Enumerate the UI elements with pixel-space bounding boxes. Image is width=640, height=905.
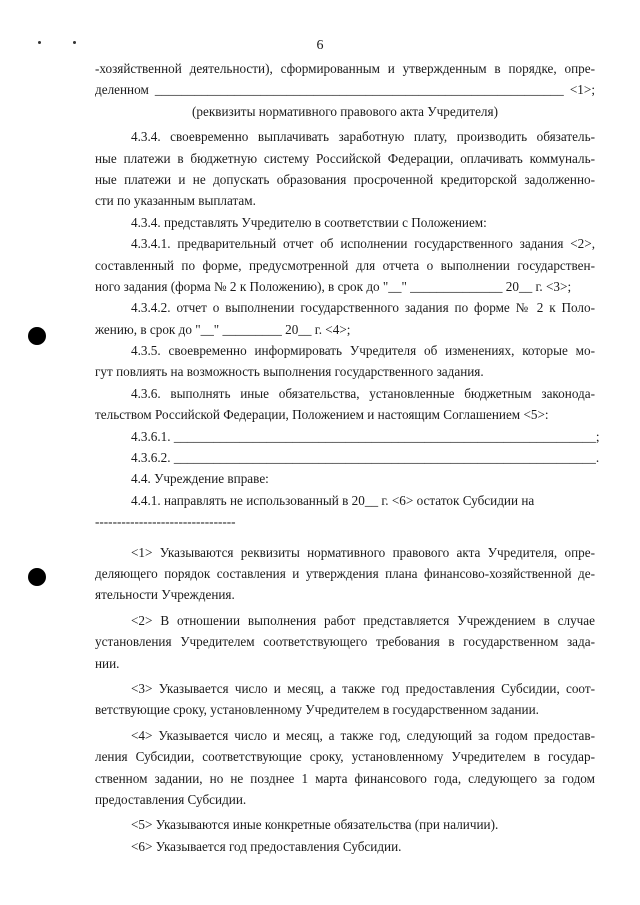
item-4-3-6-2: 4.3.6.2. ________________________________________________________________. [131, 450, 600, 466]
footnote-2: <2> В отношении выполнения работ представляется Учреждением в случае установления Учредителем соответствующего требования в государственном зада- нии. [95, 612, 595, 671]
punch-hole [28, 327, 46, 345]
text-line: -хозяйственной деятельности), сформированным и утвержденным в порядке, опре- [95, 61, 595, 76]
item-4-3-6: 4.3.6. выполнять иные обязательства, установленные бюджетным законода- тельством Российской Федерации, Положением и настоящим Соглашением <5>: [95, 385, 595, 423]
item-4-4-heading: 4.4. Учреждение вправе: [131, 471, 269, 487]
footnote-6: <6> Указывается год предоставления Субсидии. [131, 838, 402, 854]
page-number: 6 [316, 38, 324, 53]
item-4-3-6-1: 4.3.6.1. ________________________________________________________________; [131, 428, 600, 444]
item-4-3-4-2: 4.3.4.2. отчет о выполнении государственного задания по форме № 2 к Поло- жению, в срок до "__" _________ 20__ г. <4>; [95, 300, 595, 337]
footnote-separator: -------------------------------- [95, 514, 236, 530]
footnote-5: <5> Указываются иные конкретные обязательства (при наличии). [131, 817, 499, 833]
text-line: деленном ______________________________________________________________ <1>; [95, 82, 595, 98]
footnote-3: <3> Указывается число и месяц, а также год предоставления Субсидии, соот- ветствующие сроку, установленному Учредителем в государственном задании. [95, 680, 595, 718]
item-4-4-1: 4.4.1. направлять не использованный в 20__ г. <6> остаток Субсидии на [131, 492, 535, 508]
document-body [95, 58, 600, 857]
footnote-4: <4> Указывается число и месяц, а также год, следующий за годом предостав- ления Субсидии, соответствующие сроку, установленному Учредителем в государ- ственном задании, но не позднее 1 марта финансового года, следующего за годом предоставления Субсидии. [95, 727, 595, 807]
item-4-3-4-1: 4.3.4.1. предварительный отчет об исполнении государственного задания <2>, составленный по форме, предусмотренной для отчета о выполнении государствен- ного задания (форма № 2 к Положению), в срок до "__" ______________ 20__ г. <3>; [95, 236, 595, 294]
punch-hole [28, 568, 46, 586]
footnote-1: <1> Указываются реквизиты нормативного правового акта Учредителя, опре- деляющего порядок составления и утверждения плана финансово-хозяйственной де- ятельности Учреждения. [95, 544, 595, 603]
item-4-3-4-reports: 4.3.4. представлять Учредителю в соответствии с Положением: [131, 214, 487, 230]
legal-act-caption: (реквизиты нормативного правового акта Учредителя) [192, 103, 498, 119]
item-4-3-4-salary: 4.3.4. своевременно выплачивать заработную плату, производить обязатель- ные платежи в бюджетную систему Российской Федерации, оплачивать коммуналь- ные платежи и не допускать образования просроченной кредиторской задолженно- сти по указанным выплатам. [95, 129, 595, 209]
item-4-3-5: 4.3.5. своевременно информировать Учредителя об изменениях, которые мо- гут повлиять на возможность выполнения государственного задания. [95, 343, 595, 380]
